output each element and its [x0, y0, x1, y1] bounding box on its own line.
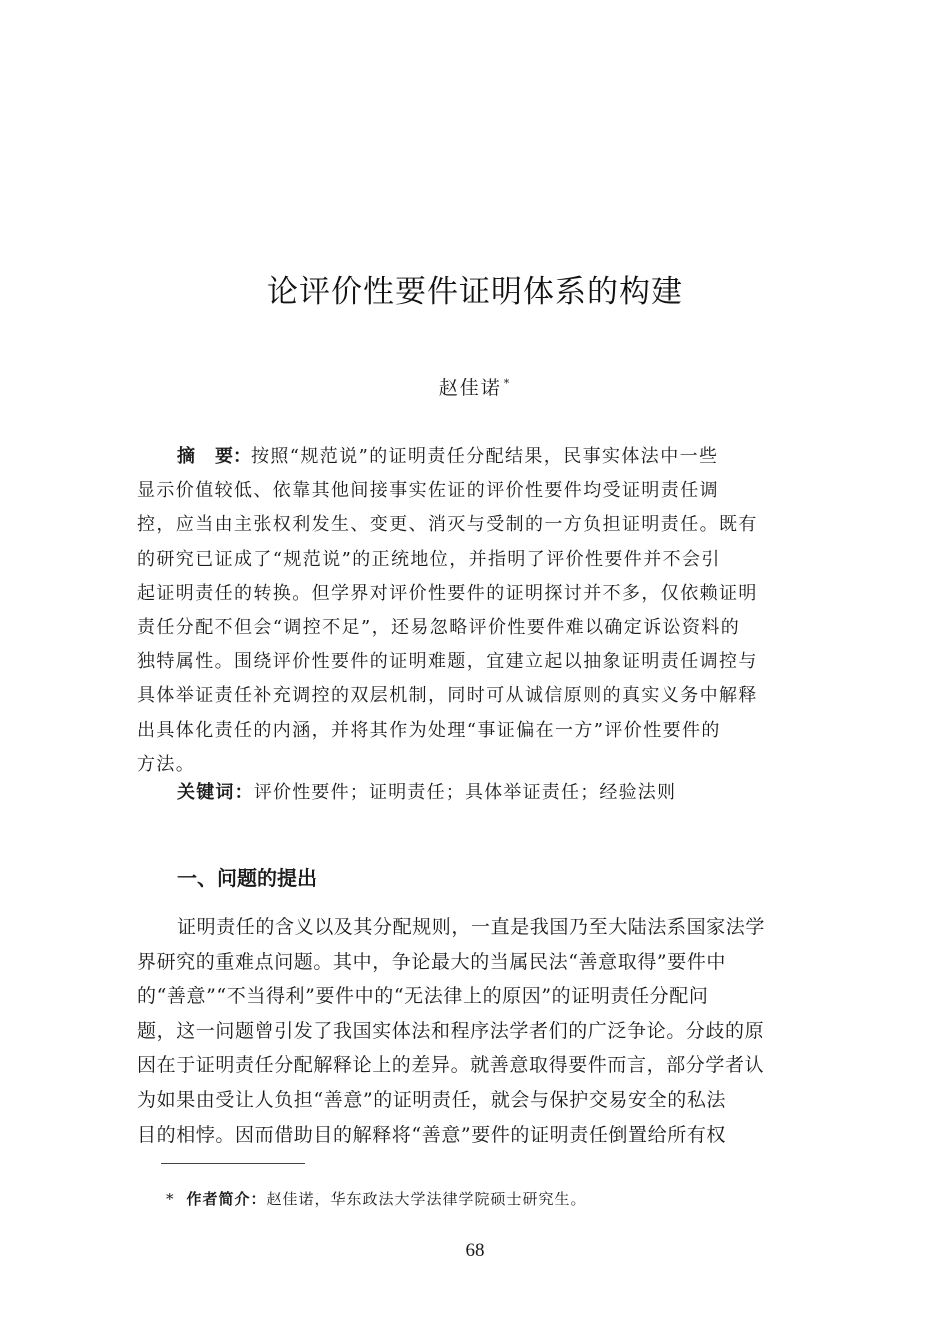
abstract-line: 控，应当由主张权利发生、变更、消灭与受制的一方负担证明责任。既有: [137, 514, 758, 536]
abstract-line: 具体举证责任补充调控的双层机制，同时可从诚信原则的真实义务中解释: [137, 685, 758, 707]
keywords-label: 关键词：: [177, 782, 254, 803]
body-line: 目的相悖。因而借助目的解释将“善意”要件的证明责任倒置给所有权: [137, 1123, 727, 1146]
abstract-line: 责任分配不但会“调控不足”，还易忽略评价性要件难以确定诉讼资料的: [137, 616, 741, 638]
body-line: 的“善意”“不当得利”要件中的“无法律上的原因”的证明责任分配问: [137, 985, 709, 1008]
paper-title: 论评价性要件证明体系的构建: [267, 274, 683, 310]
body-line: 为如果由受让人负担“善意”的证明责任，就会与保护交易安全的私法: [137, 1088, 727, 1111]
abstract-line: 起证明责任的转换。但学界对评价性要件的证明探讨并不多，仅依赖证明: [137, 582, 758, 604]
body-line: 证明责任的含义以及其分配规则，一直是我国乃至大陆法系国家法学: [177, 916, 766, 938]
footnote: [166, 1188, 587, 1209]
footnote-divider: [161, 1163, 305, 1164]
body-line: 因在于证明责任分配解释论上的差异。就善意取得要件而言，部分学者认: [137, 1054, 765, 1077]
body-line: 界研究的重难点问题。其中，争论最大的当属民法“善意取得”要件中: [137, 950, 727, 973]
abstract-line: 显示价值较低、依靠其他间接事实佐证的评价性要件均受证明责任调: [137, 480, 719, 502]
page-number: 68: [465, 1240, 485, 1261]
abstract-line: 的研究已证成了“规范说”的正统地位，并指明了评价性要件并不会引: [137, 548, 721, 570]
keywords: [177, 778, 676, 804]
keywords-text: 评价性要件；证明责任；具体举证责任；经验法则: [253, 782, 677, 803]
footnote-label: 作者简介：: [186, 1190, 267, 1208]
abstract-line: 独特属性。围绕评价性要件的证明难题，宜建立起以抽象证明责任调控与: [137, 651, 758, 673]
body-paragraph: [137, 910, 817, 1152]
footnote-mark: *: [166, 1190, 175, 1208]
abstract-line: 摘 要：按照“规范说”的证明责任分配结果，民事实体法中一些: [177, 446, 719, 467]
author-name: 赵佳诺: [438, 377, 502, 399]
abstract-line: 方法。: [137, 753, 196, 775]
section-heading: 一、问题的提出: [177, 866, 317, 890]
abstract-line: 出具体化责任的内涵，并将其作为处理“事证偏在一方”评价性要件的: [137, 719, 721, 741]
author-footnote-mark: *: [503, 376, 512, 390]
footnote-text: 赵佳诺，华东政法大学法律学院硕士研究生。: [266, 1190, 587, 1208]
abstract-label: 摘 要：: [177, 446, 251, 467]
author-byline: [0, 373, 950, 400]
body-line: 题，这一问题曾引发了我国实体法和程序法学者们的广泛争论。分歧的原: [137, 1019, 765, 1042]
abstract: [137, 440, 817, 782]
